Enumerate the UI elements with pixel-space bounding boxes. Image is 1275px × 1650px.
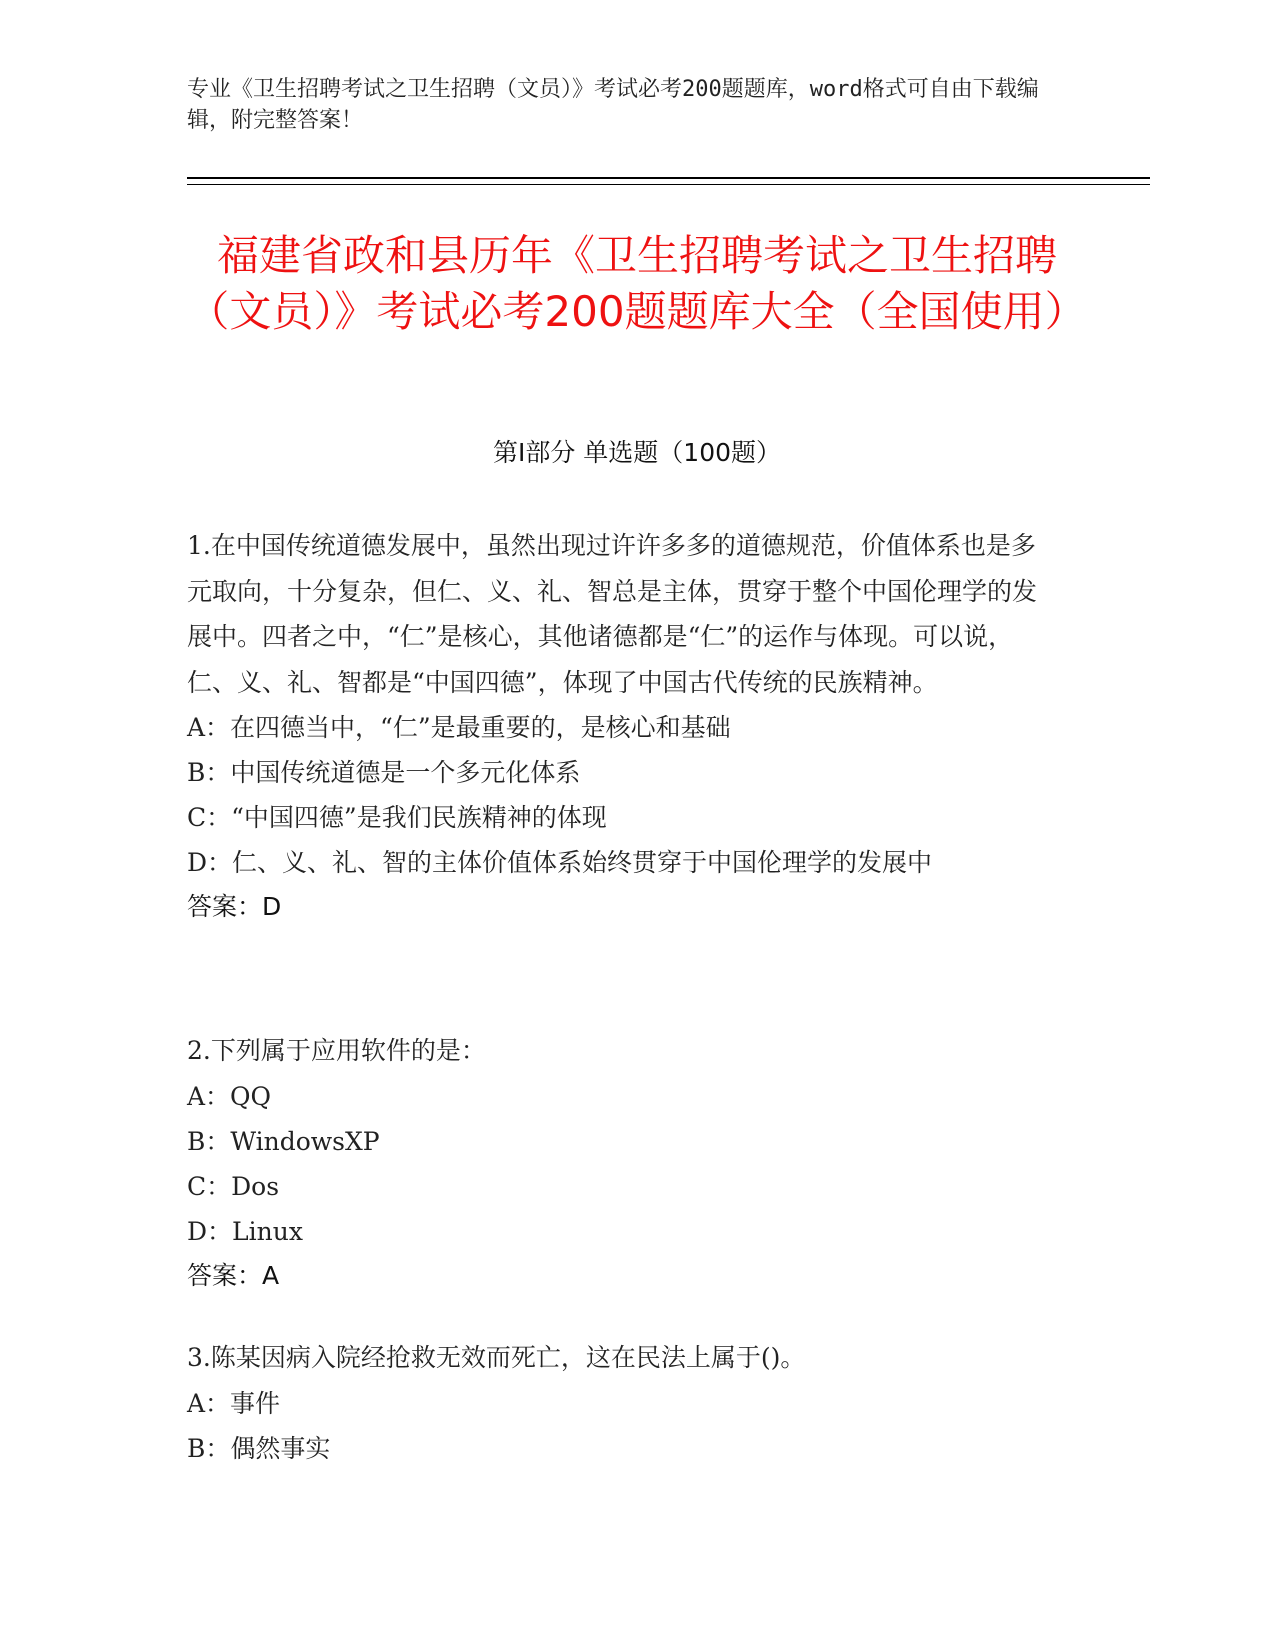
option-d: D：仁、义、礼、智的主体价值体系始终贯穿于中国伦理学的发展中 — [187, 848, 933, 877]
option-a: A：QQ — [187, 1081, 272, 1111]
document-title: 福建省政和县历年《卫生招聘考试之卫生招聘（文员）》考试必考200题题库大全（全国使用） — [187, 231, 1087, 336]
option-d: D：Linux — [187, 1216, 303, 1246]
option-a: A：在四德当中，“仁”是最重要的，是核心和基础 — [187, 713, 731, 742]
option-c: C：“中国四德”是我们民族精神的体现 — [187, 803, 607, 832]
section-title: 第Ⅰ部分 单选题（100题） — [492, 438, 782, 467]
question-stem: 3.陈某因病入院经抢救无效而死亡，这在民法上属于()。 — [187, 1343, 806, 1372]
question-2 — [187, 1028, 1057, 1298]
question-stem: 2.下列属于应用软件的是： — [187, 1036, 486, 1065]
option-c: C：Dos — [187, 1171, 280, 1201]
question-3 — [187, 1335, 1057, 1471]
option-b: B：中国传统道德是一个多元化体系 — [187, 758, 581, 787]
option-b: B：WindowsXP — [187, 1126, 380, 1156]
option-a: A：事件 — [187, 1388, 281, 1418]
question-1 — [187, 523, 1057, 929]
answer-line: 答案：D — [187, 892, 282, 921]
question-stem: 1.在中国传统道德发展中，虽然出现过许许多多的道德规范，价值体系也是多元取向，十分复杂，但仁、义、礼、智总是主体，贯穿于整个中国伦理学的发展中。四者之中，“仁”是核心，其他诸德都是“仁”的运作与体现。可以说，仁、义、礼、智都是“中国四德”，体现了中国古代传统的民族精神。 — [187, 531, 1038, 697]
option-b: B：偶然事实 — [187, 1433, 331, 1463]
header-note: 专业《卫生招聘考试之卫生招聘（文员）》考试必考200题题库，word格式可自由下载编辑，附完整答案！ — [187, 77, 1039, 133]
header-divider-thick — [187, 177, 1150, 179]
answer-line: 答案：A — [187, 1260, 280, 1290]
header-divider-thin — [187, 184, 1150, 185]
